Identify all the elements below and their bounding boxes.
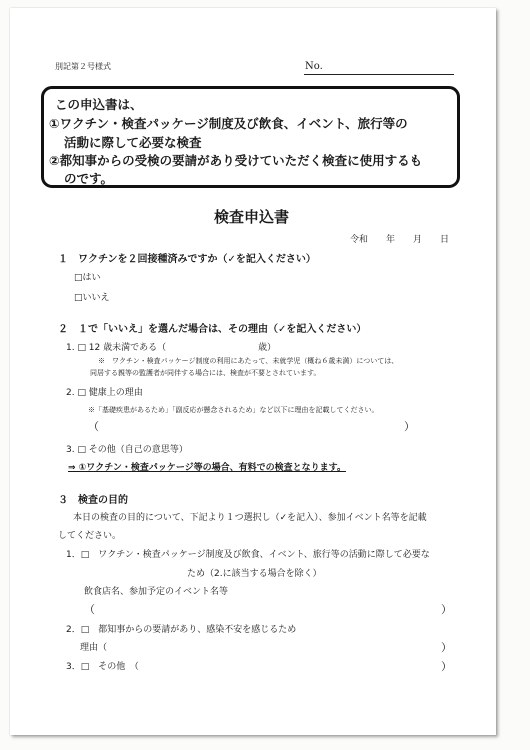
form-number: 別記第２号様式 [55, 62, 111, 71]
no-label: No. [305, 61, 323, 72]
notice-line: ②都知事からの受検の要請があり受けていただく検査に使用するも [49, 153, 423, 168]
reason-other[interactable]: 3. □ その他（自己の意思等） [66, 445, 188, 455]
reason-health[interactable]: 2. □ 健康上の理由 [66, 388, 143, 398]
note-text: ※「基礎疾患があるため」「副反応が懸念されるため」など以下に理由を記載してください。 [88, 406, 379, 414]
paid-test-note: ⇒ ①ワクチン・検査パッケージ等の場合、有料での検査となります。 [68, 463, 346, 473]
purpose-option-1[interactable]: 1．□ ワクチン・検査パッケージ制度及び飲食、イベント、旅行等の活動に際して必要な [66, 550, 430, 560]
section2-heading: ２ １で「いいえ」を選んだ場合は、その理由（✓を記入ください） [58, 324, 367, 335]
note-text: ※ ワクチン・検査パッケージ制度の利用にあたって、未就学児（概ね６歳未満）については、 [98, 357, 399, 365]
purpose-option-2[interactable]: 2．□ 都知事からの要請があり、感染不安を感じるため [66, 625, 297, 635]
paren-close: ） [441, 660, 452, 673]
reason-label: 理由（ [80, 643, 108, 653]
age-suffix: 歳） [258, 343, 277, 353]
notice-line: のです。 [64, 171, 114, 186]
paren-open: （ [88, 420, 99, 433]
notice-line: 活動に際して必要な検査 [64, 135, 202, 150]
paren-open: （ [84, 603, 95, 616]
purpose-option-1-cont: ため（2.に該当する場合を除く） [187, 569, 322, 579]
option-yes[interactable]: □はい [74, 273, 101, 283]
document-title: 検査申込書 [214, 208, 290, 226]
notice-line: この申込書は、 [55, 97, 143, 112]
purpose-option-3[interactable]: 3．□ その他 （ [66, 662, 139, 672]
option-no[interactable]: □いいえ [74, 293, 110, 303]
no-field-line [304, 74, 454, 75]
section1-heading: １ ワクチンを２回接種済みですか（✓を記入ください） [58, 254, 316, 265]
section3-heading: ３ 検査の目的 [58, 495, 128, 506]
paren-close: ） [441, 603, 452, 616]
date-line: 令和 年 月 日 [350, 235, 450, 245]
paren-close: ） [441, 641, 452, 654]
section3-intro: してください。 [58, 531, 122, 541]
reason-under-12[interactable]: 1. □ 12 歳未満である（ [66, 343, 167, 353]
paren-close: ） [404, 420, 415, 433]
notice-line: ①ワクチン・検査パッケージ制度及び飲食、イベント、旅行等の [49, 116, 408, 131]
section3-intro: 本日の検査の目的について、下記より１つ選択し（✓を記入）、参加イベント名等を記載 [73, 513, 427, 523]
note-text: 同居する親等の監護者が同伴する場合には、検査が不要とされています。 [90, 369, 321, 377]
venue-label: 飲食店名、参加予定のイベント名等 [84, 587, 229, 597]
